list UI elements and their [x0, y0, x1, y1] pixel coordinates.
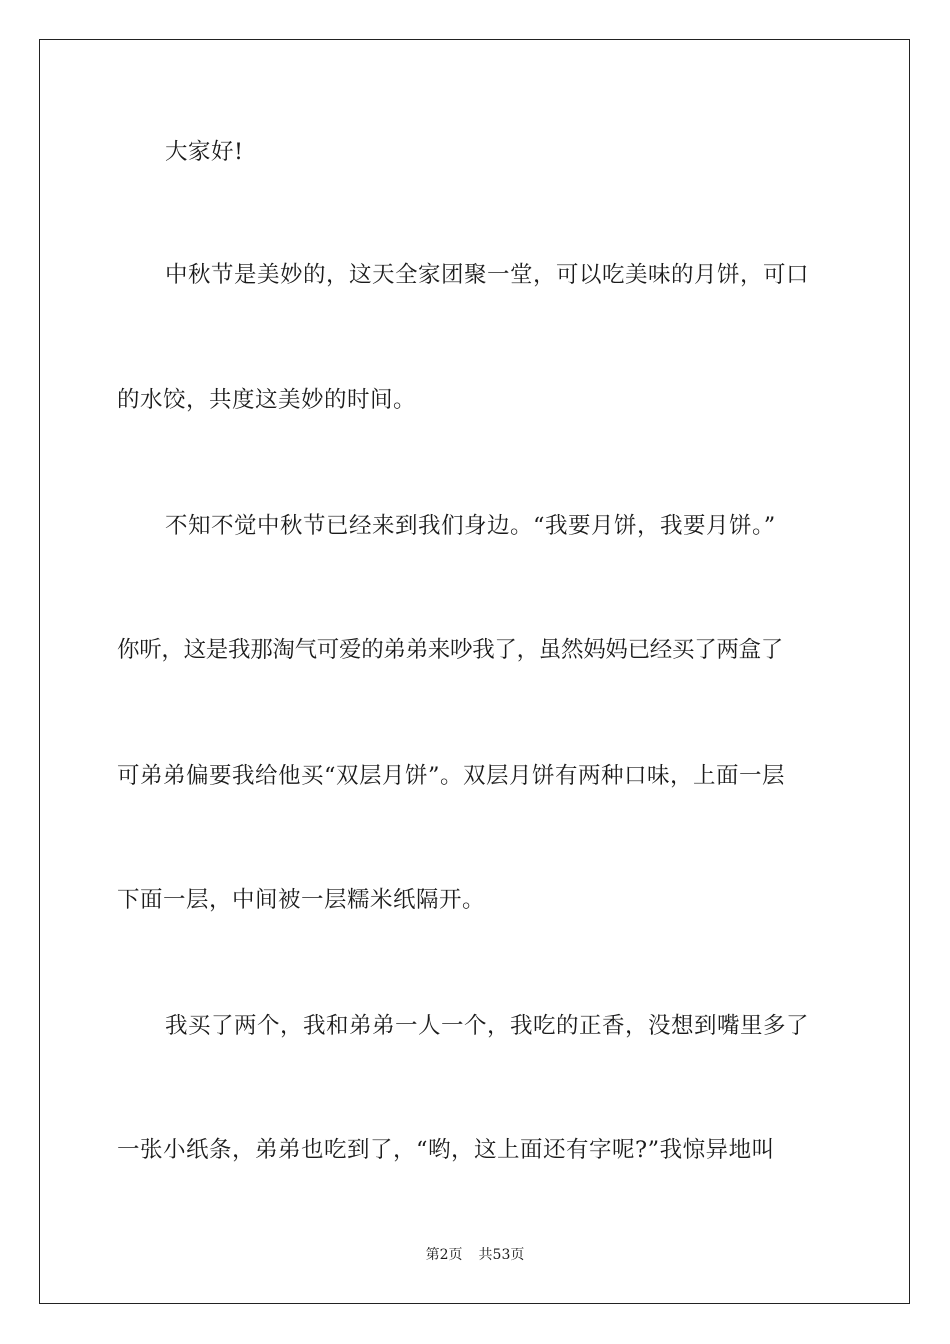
paragraph-line: 一张小纸条，弟弟也吃到了，“哟，这上面还有字呢?”我惊异地叫 — [117, 1137, 775, 1163]
paragraph-line: 下面一层，中间被一层糯米纸隔开。 — [117, 887, 486, 913]
paragraph-line: 的水饺，共度这美妙的时间。 — [117, 387, 417, 413]
paragraph-line: 中秋节是美妙的，这天全家团聚一堂，可以吃美味的月饼，可口 — [165, 262, 810, 288]
paragraph-line: 我买了两个，我和弟弟一人一个，我吃的正香，没想到嘴里多了 — [165, 1013, 810, 1039]
current-page-label: 第2页 — [425, 1247, 463, 1263]
paragraph-line: 不知不觉中秋节已经来到我们身边。“我要月饼，我要月饼。” — [165, 513, 776, 539]
page-footer — [0, 1245, 950, 1265]
paragraph-line: 可弟弟偏要我给他买“双层月饼”。双层月饼有两种口味，上面一层 — [117, 763, 786, 789]
paragraph-line-greeting: 大家好! — [165, 139, 244, 165]
total-pages-label: 共53页 — [478, 1247, 525, 1263]
page-border — [39, 39, 910, 1304]
paragraph-line: 你听，这是我那淘气可爱的弟弟来吵我了，虽然妈妈已经买了两盒了 — [117, 637, 784, 663]
